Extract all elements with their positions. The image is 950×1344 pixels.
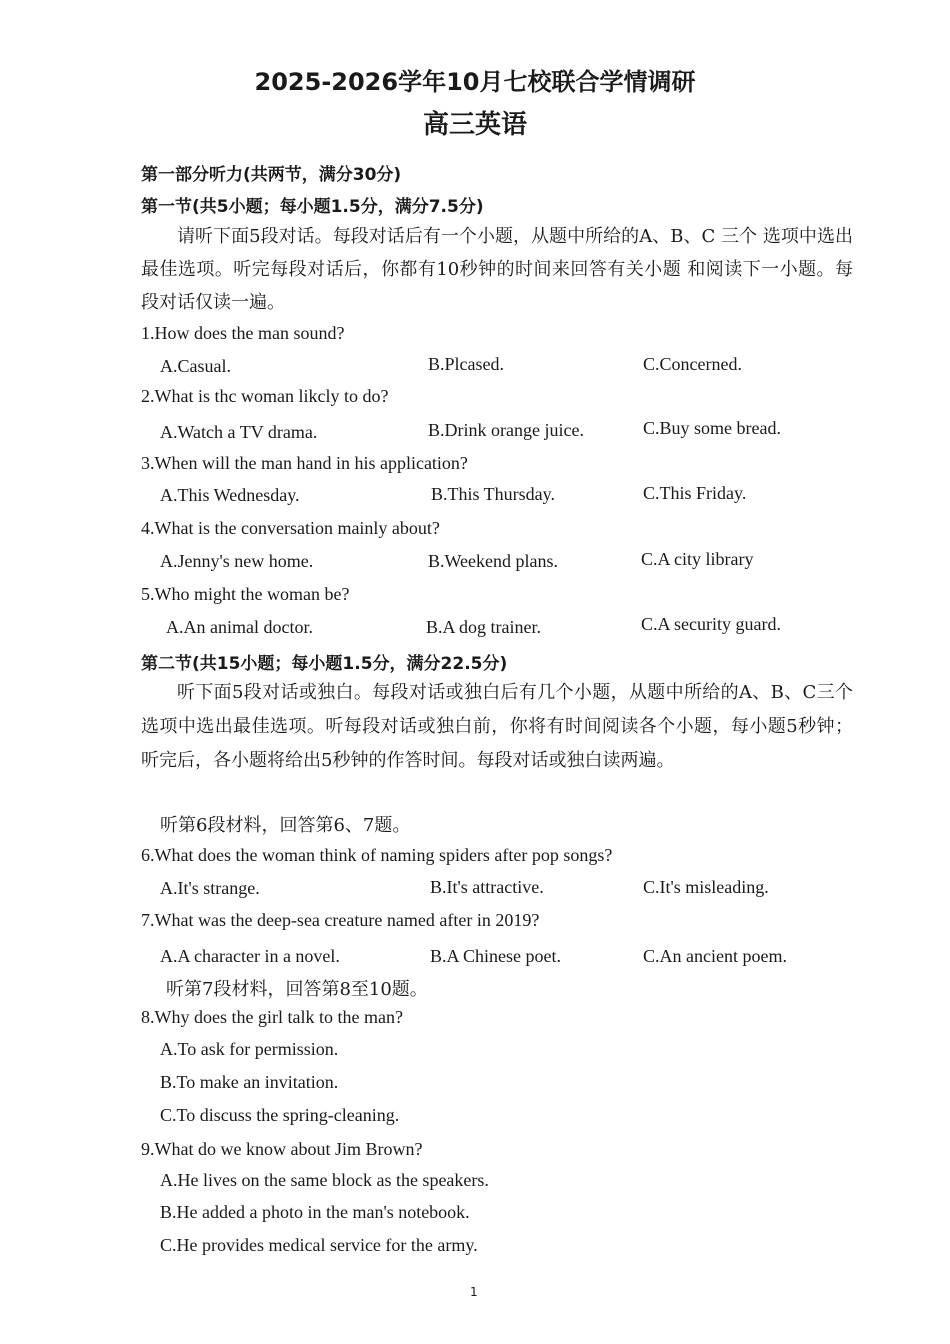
part1-heading: 第一部分听力(共两节，满分30分) — [141, 165, 402, 185]
q6-option-c: C.It's misleading. — [643, 877, 769, 897]
page-number: 1 — [470, 1285, 478, 1299]
section1-heading: 第一节(共5小题；每小题1.5分，满分7.5分) — [141, 197, 484, 217]
question-7: 7.What was the deep-sea creature named after in 2019? — [141, 910, 540, 930]
q3-option-a: A.This Wednesday. — [160, 485, 300, 505]
q2-option-b: B.Drink orange juice. — [428, 420, 584, 440]
q8-option-b: B.To make an invitation. — [160, 1072, 339, 1092]
material-7-note: 听第7段材料，回答第8至10题。 — [166, 979, 428, 1000]
q1-option-c: C.Concerned. — [643, 354, 742, 374]
q1-option-a: A.Casual. — [160, 356, 231, 376]
q3-option-b: B.This Thursday. — [431, 484, 555, 504]
question-2: 2.What is thc woman likcly to do? — [141, 386, 389, 406]
q6-option-b: B.It's attractive. — [430, 877, 544, 897]
question-8: 8.Why does the girl talk to the man? — [141, 1007, 403, 1027]
question-6: 6.What does the woman think of naming spiders after pop songs? — [141, 845, 613, 865]
q2-option-c: C.Buy some bread. — [643, 418, 781, 438]
section2-instructions: 听下面5段对话或独白。每段对话或独白后有几个小题，从题中所给的A、B、C三个选项中选出最佳选项。听每段对话或独白前，你将有时间阅读各个小题，每小题5秒钟；听完后，各小题将给出5秒钟的作答时间。每段对话或独白读两遍。 — [141, 682, 853, 771]
q5-option-b: B.A dog trainer. — [426, 617, 541, 637]
q9-option-a: A.He lives on the same block as the speakers. — [160, 1170, 489, 1190]
q9-option-b: B.He added a photo in the man's notebook. — [160, 1202, 470, 1222]
q1-option-b: B.Plcased. — [428, 354, 504, 374]
section2-heading: 第二节(共15小题；每小题1.5分，满分22.5分) — [141, 654, 508, 674]
question-1: 1.How does the man sound? — [141, 323, 345, 343]
q5-option-c: C.A security guard. — [641, 614, 781, 634]
q7-option-c: C.An ancient poem. — [643, 946, 787, 966]
q4-option-b: B.Weekend plans. — [428, 551, 559, 571]
q8-option-c: C.To discuss the spring-cleaning. — [160, 1105, 400, 1125]
exam-title: 2025-2026学年10月七校联合学情调研 — [254, 68, 696, 96]
q3-option-c: C.This Friday. — [643, 483, 747, 503]
q6-option-a: A.It's strange. — [160, 878, 260, 898]
question-9: 9.What do we know about Jim Brown? — [141, 1139, 423, 1159]
q2-option-a: A.Watch a TV drama. — [160, 422, 318, 442]
exam-subject: 高三英语 — [422, 110, 527, 140]
material-6-note: 听第6段材料，回答第6、7题。 — [160, 815, 411, 836]
q4-option-a: A.Jenny's new home. — [160, 551, 314, 571]
question-5: 5.Who might the woman be? — [141, 584, 350, 604]
q5-option-a: A.An animal doctor. — [166, 617, 313, 637]
q4-option-c: C.A city library — [641, 549, 754, 569]
section1-instructions: 请听下面5段对话。每段对话后有一个小题，从题中所给的A、B、C 三个 选项中选出最佳选项。听完每段对话后，你都有10秒钟的时间来回答有关小题 和阅读下一小题。每段对话仅读一遍。 — [141, 226, 853, 313]
question-3: 3.When will the man hand in his application? — [141, 453, 468, 473]
q7-option-b: B.A Chinese poet. — [430, 946, 561, 966]
q9-option-c: C.He provides medical service for the army. — [160, 1235, 478, 1255]
q7-option-a: A.A character in a novel. — [160, 946, 340, 966]
q8-option-a: A.To ask for permission. — [160, 1039, 339, 1059]
question-4: 4.What is the conversation mainly about? — [141, 518, 440, 538]
